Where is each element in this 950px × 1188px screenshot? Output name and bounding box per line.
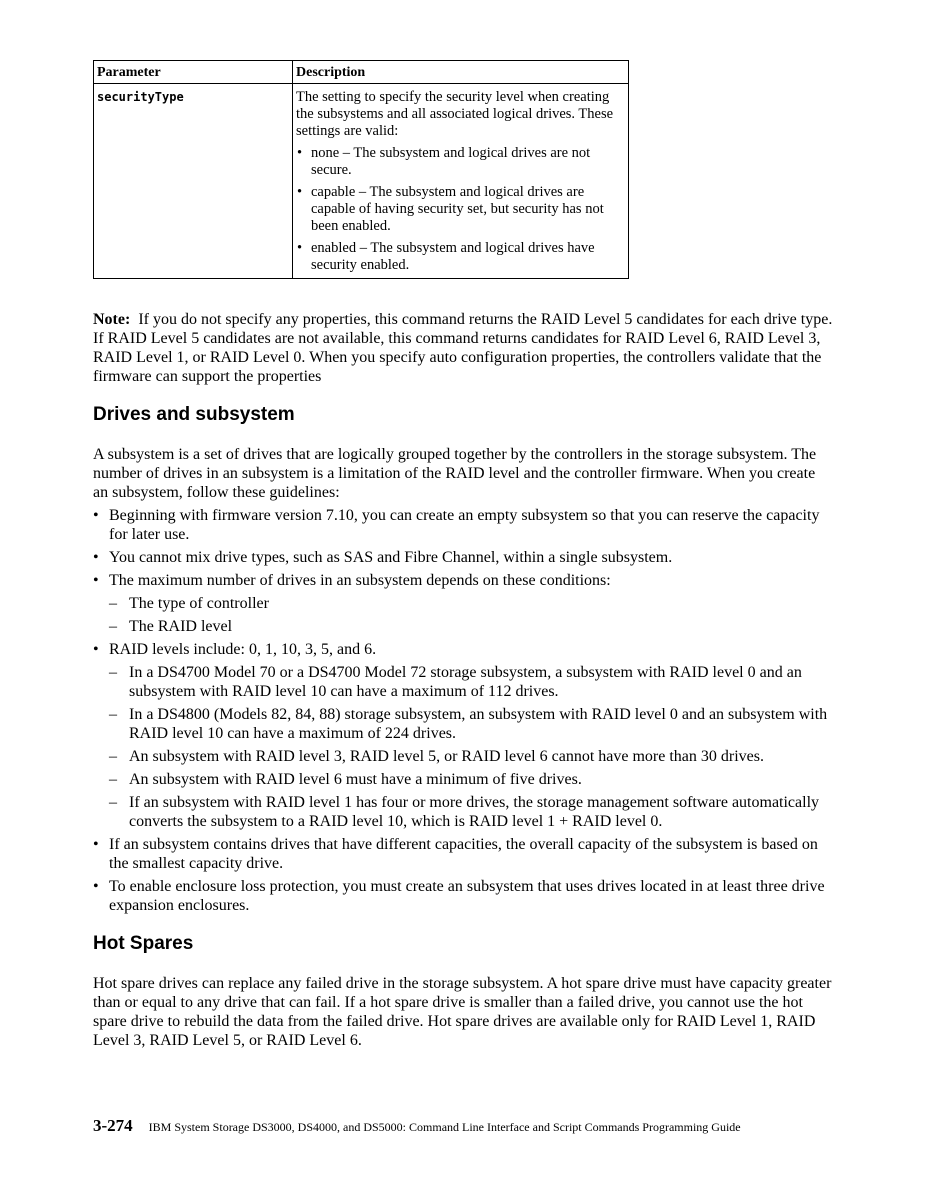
security-options-list	[296, 145, 624, 274]
table-cell-description	[293, 84, 629, 279]
sublist-item: – An subsystem with RAID level 3, RAID level 5, or RAID level 6 cannot have more than 30 drives.	[109, 747, 833, 766]
table-header-parameter: Parameter	[94, 61, 293, 84]
document-page	[93, 60, 853, 1050]
guidelines-list	[93, 506, 833, 915]
table-row	[94, 84, 629, 279]
table-cell-parameter	[94, 84, 293, 279]
drives-intro-paragraph: A subsystem is a set of drives that are logically grouped together by the controllers in the storage subsystem. The number of drives in an subsystem is a limitation of the RAID level and the controller firmware. When you create an subsystem, follow these guidelines:	[93, 446, 817, 501]
security-option-capable: • capable – The subsystem and logical drives are capable of having security set, but security has not been enabled.	[296, 184, 624, 235]
section-title-hot-spares: Hot Spares	[93, 933, 194, 954]
sublist-item: – The RAID level	[109, 617, 833, 636]
security-option-enabled: • enabled – The subsystem and logical drives have security enabled.	[296, 240, 624, 274]
guideline-item: • To enable enclosure loss protection, you must create an subsystem that uses drives located in at least three drive expansion enclosures.	[93, 877, 833, 915]
guideline-item	[93, 571, 833, 636]
security-option-none: • none – The subsystem and logical drives are not secure.	[296, 145, 624, 179]
raid-levels-sublist	[109, 663, 833, 831]
note-paragraph	[93, 310, 833, 386]
sublist-item: – In a DS4700 Model 70 or a DS4700 Model 72 storage subsystem, a subsystem with RAID level 0 and an subsystem with RAID level 10 can have a maximum of 112 drives.	[109, 663, 833, 701]
guideline-item: • If an subsystem contains drives that have different capacities, the overall capacity of the subsystem is based on the smallest capacity drive.	[93, 835, 833, 873]
guideline-item	[93, 640, 833, 831]
conditions-sublist	[109, 594, 833, 636]
parameter-table	[93, 60, 629, 279]
section-title-drives: Drives and subsystem	[93, 404, 295, 425]
sublist-item: – An subsystem with RAID level 6 must have a minimum of five drives.	[109, 770, 833, 789]
hot-spares-paragraph: Hot spare drives can replace any failed drive in the storage subsystem. A hot spare drive must have capacity greater than or equal to any drive that can fail. If a hot spare drive is smaller than a failed drive, you cannot use the hot spare drive to rebuild the data from the failed drive. Hot spare drives are available only for RAID Level 1, RAID Level 3, RAID Level 5, or RAID Level 6.	[93, 975, 832, 1049]
guideline-item: • Beginning with firmware version 7.10, you can create an empty subsystem so that you can reserve the capacity for later use.	[93, 506, 833, 544]
guideline-item-text: RAID levels include: 0, 1, 10, 3, 5, and 6.	[109, 641, 377, 658]
guideline-item-text: The maximum number of drives in an subsystem depends on these conditions:	[109, 572, 611, 589]
page-number: 3-274	[93, 1116, 133, 1135]
table-header-description: Description	[293, 61, 629, 84]
sublist-item: – The type of controller	[109, 594, 833, 613]
sublist-item: – In a DS4800 (Models 82, 84, 88) storage subsystem, an subsystem with RAID level 0 and an subsystem with RAID level 10 can have a maximum of 224 drives.	[109, 705, 833, 743]
note-text: If you do not specify any properties, this command returns the RAID Level 5 candidates for each drive type. If RAID Level 5 candidates are not available, this command returns candidates for RAID Level 6, RAID Level 3, RAID Level 1, or RAID Level 0. When you specify auto configuration properties, the controllers validate that the firmware can support the properties	[93, 311, 833, 385]
table-header-row	[94, 61, 629, 84]
parameter-name: securityType	[97, 90, 184, 104]
footer-doc-title: IBM System Storage DS3000, DS4000, and DS5000: Command Line Interface and Script Commands Programming Guide	[148, 1120, 741, 1134]
note-label: Note:	[93, 311, 131, 328]
sublist-item: – If an subsystem with RAID level 1 has four or more drives, the storage management software automatically converts the subsystem to a RAID level 10, which is RAID level 1 + RAID level 0.	[109, 793, 833, 831]
guideline-item: • You cannot mix drive types, such as SAS and Fibre Channel, within a single subsystem.	[93, 548, 833, 567]
page-footer	[93, 1116, 741, 1136]
description-intro: The setting to specify the security level when creating the subsystems and all associated logical drives. These settings are valid:	[296, 89, 614, 139]
